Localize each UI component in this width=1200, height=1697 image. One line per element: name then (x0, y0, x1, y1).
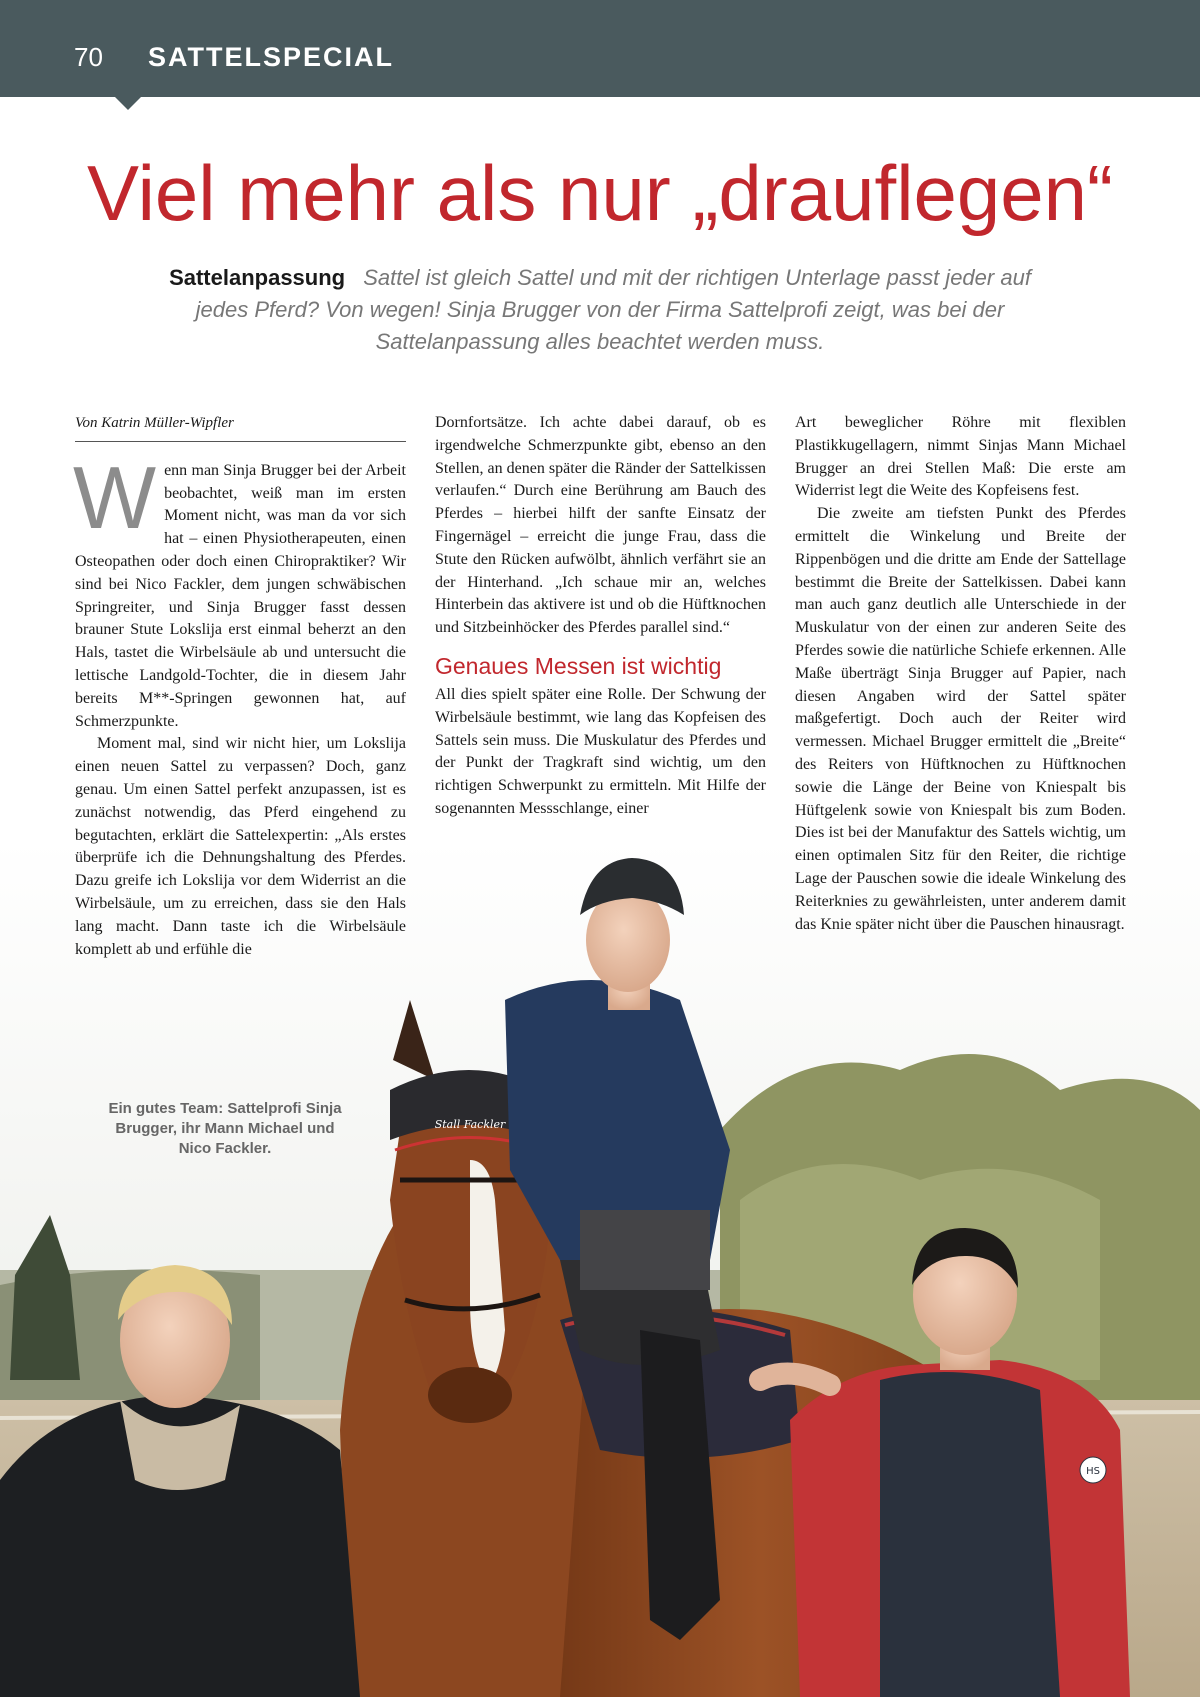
horse-muzzle (428, 1367, 512, 1423)
rider-breeches (580, 1210, 710, 1290)
paragraph: Art beweglicher Röhre mit flexiblen Plastikkugellagern, nimmt Sinjas Mann Michael Brugger an drei Stellen Maß: Die erste am Widerrist legt die Weite des Kopfeisens fest. (795, 414, 1126, 500)
text-column-1 (75, 412, 406, 961)
hand-on-horse (760, 1374, 830, 1385)
paragraph: Dornfortsätze. Ich achte dabei darauf, ob es irgendwelche Schmerzpunkte gibt, ebenso an den Stellen, an denen später die Ränder der Sattelkissen verlaufen.“ Durch eine Berührung am Bauch des Pferdes – hierbei hilft der sanfte Einsatz der Fingernägel – erreicht die junge Frau, dass die Stute den Rücken aufwölbt, ähnlich verfährt sie an der Hinterhand. „Ich schaue mir an, welches Hinterbein das aktivere ist und ob die Hüftknochen und Sitzbeinhöcker des Pferdes parallel sind.“ (435, 414, 766, 637)
bonnet-lettering: Stall Fackler (434, 1118, 506, 1131)
first-paragraph (73, 447, 406, 734)
text-column-2 (435, 412, 766, 821)
drop-cap: W (73, 447, 157, 547)
section-header (0, 0, 1200, 97)
article-headline: Viel mehr als nur „drauflegen“ (86, 149, 1114, 237)
paragraph-text: enn man Sinja Brugger bei der Arbeit beobachtet, weiß man im ersten Moment nicht, was man da vor sich hat – einen Physiotherapeuten, einen Osteopathen oder doch einen Chiropraktiker? Wir sind bei Nico Fackler, dem jungen schwäbischen Springreiter, und Sinja Brugger fasst dessen brauner Stute Lokslija erst einmal beherzt an den Hals, tastet die Wirbelsäule ab und untersucht die lettische Landgold-Tochter, die in diesem Jahr bereits M**-Springen gewonnen hat, auf Schmerzpunkte. (75, 461, 406, 730)
article-photo (0, 840, 1200, 1697)
photo-caption: Ein gutes Team: Sattelprofi Sinja Brugger, ihr Mann Michael und Nico Fackler. (108, 1100, 342, 1157)
author-byline: Von Katrin Müller-Wipfler (75, 412, 406, 442)
paragraph: All dies spielt später eine Rolle. Der Schwung der Wirbelsäule bestimmt, wie lang das Kopfeisen des Sattels sein muss. Die Muskulatur des Pferdes und der Punkt der Tragkraft sind wichtig, um den richtigen Schwerpunkt zu ermitteln. Mit Hilfe der sogenannten Messschlange, einer (435, 685, 766, 817)
header-pointer-triangle (114, 96, 142, 110)
lead-kicker: Sattelanpassung (169, 265, 346, 290)
article-lead (140, 262, 1060, 358)
paragraph: Die zweite am tiefsten Punkt des Pferdes ermittelt die Winkelung und Breite der Rippenbögen und die dritte am Ende der Sattellage bestimmt die Breite der Sattelkissen. Dabei kann man auch ganz deutlich alle Unterschiede in der Muskulatur von der einen zur anderen Seite des Pferdes sowie die natürliche Schiefe erkennen. Alle Maße überträgt Sinja Brugger auf Papier, nach diesen Angaben wird der Sattel später maßgefertigt. Doch auch der Reiter wird vermessen. Michael Brugger ermittelt die „Breite“ des Reiters von Hüftknochen zu Hüftknochen sowie die Länge der Beine von Kniespalt bis Hüftgelenk sowie von Kniespalt bis zum Boden. Dies ist bei der Manufaktur des Sattels wichtig, um einen optimalen Sitz für den Reiter, die richtige Lage der Pauschen sowie die ideale Winkelung des Reiterknies zu gewährleisten, unter anderem damit das Knie später nicht über die Pauschen hinausragt. (795, 505, 1126, 933)
paragraph: Moment mal, sind wir nicht hier, um Lokslija einen neuen Sattel zu verpassen? Doch, ganz genau. Um einen Sattel perfekt anzupassen, ist es zunächst notwendig, das Pferd eingehend zu begutachten, erklärt die Sattelexpertin: „Als erstes überprüfe ich die Dehnungshaltung des Pferdes. Dazu greife ich Lokslija vor dem Widerrist an die Wirbelsäule, um zu erreichen, dass sie den Hals lang macht. Dann taste ich die Wirbelsäule komplett ab und erfühle die (75, 735, 406, 958)
page-number: 70 (74, 42, 103, 72)
section-subhead: Genaues Messen ist wichtig (435, 652, 722, 679)
vest (880, 1372, 1060, 1697)
lead-text: Sattel ist gleich Sattel und mit der richtigen Unterlage passt jeder auf jedes Pferd? Von wegen! Sinja Brugger von der Firma Sattelprofi zeigt, was bei der Sattelanpassung alles beachtet werden muss. (195, 265, 1031, 354)
text-column-3 (795, 412, 1126, 936)
jacket-badge-text: HS (1086, 1466, 1100, 1477)
section-label: SATTELSPECIAL (148, 42, 395, 72)
